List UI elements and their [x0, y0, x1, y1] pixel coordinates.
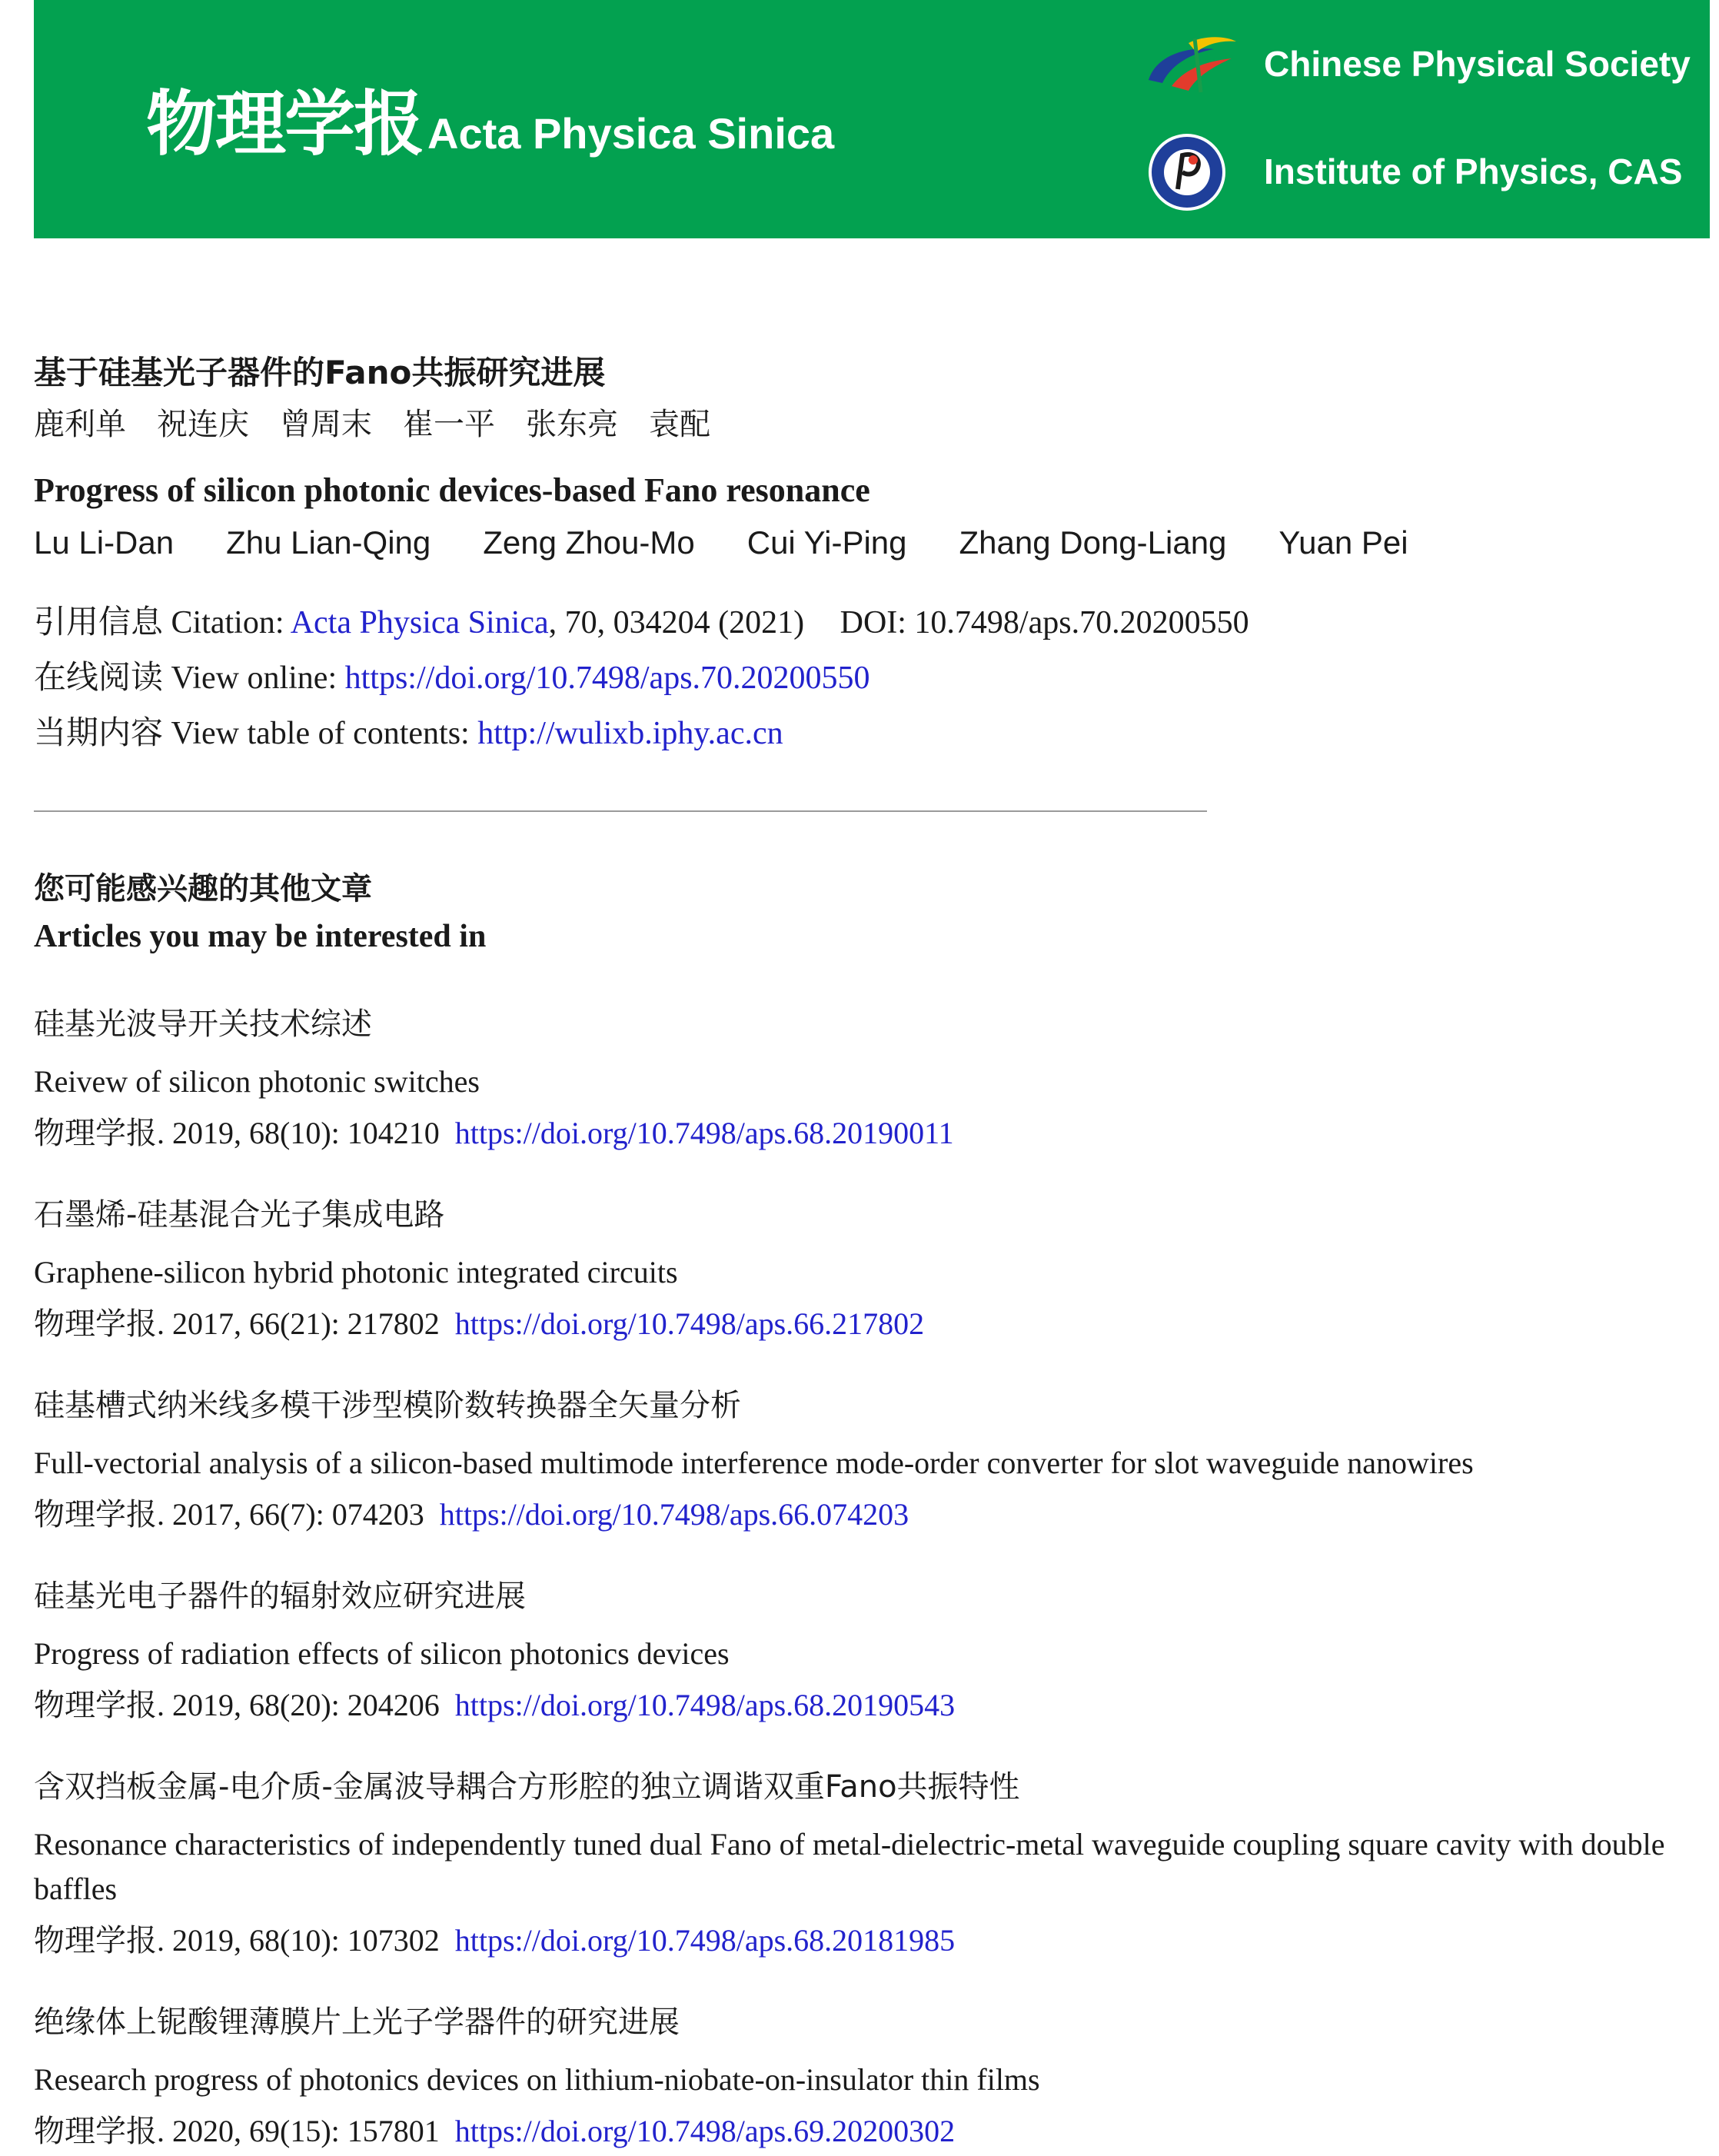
author-cn: 张东亮 — [526, 407, 618, 442]
related-article-title-cn: 硅基光波导开关技术综述 — [34, 1006, 372, 1042]
related-article-journal: 物理学报 — [34, 1497, 157, 1532]
related-article-title-cn: 含双挡板金属-电介质-金属波导耦合方形腔的独立调谐双重Fano共振特性 — [34, 1769, 1020, 1805]
view-online-line — [34, 652, 870, 698]
author-en: Cui Yi-Ping — [746, 524, 907, 561]
related-article-journal: 物理学报 — [34, 2114, 157, 2149]
related-article-title-en: Graphene-silicon hybrid photonic integrated circuits — [34, 1255, 678, 1289]
journal-title-en: Acta Physica Sinica — [427, 109, 835, 158]
related-heading-cn: 您可能感兴趣的其他文章 — [34, 871, 372, 907]
related-article — [34, 1768, 1710, 1959]
related-article-ref: . 2017, 66(7): 074203 — [157, 1497, 424, 1532]
journal-banner — [34, 0, 1710, 238]
citation-details: , 70, 034204 (2021) — [548, 605, 805, 640]
related-article-journal: 物理学报 — [34, 1923, 157, 1958]
related-article-link[interactable]: https://doi.org/10.7498/aps.68.20190543 — [454, 1688, 956, 1722]
related-article-citation — [34, 1115, 1710, 1152]
related-article-link[interactable]: https://doi.org/10.7498/aps.69.20200302 — [454, 2114, 956, 2148]
authors-en — [34, 524, 1461, 561]
related-article — [34, 1006, 1710, 1152]
related-article — [34, 1578, 1710, 1724]
related-article — [34, 2004, 1710, 2150]
divider — [34, 810, 1207, 812]
author-en: Lu Li-Dan — [34, 524, 175, 561]
author-en: Zhang Dong-Liang — [959, 524, 1227, 561]
citation-journal-link[interactable]: Acta Physica Sinica — [290, 605, 549, 640]
related-article-ref: . 2019, 68(20): 204206 — [157, 1688, 440, 1722]
paper-title-en: Progress of silicon photonic devices-based Fano resonance — [34, 471, 870, 509]
org-institute-of-physics: Institute of Physics, CAS — [1264, 151, 1683, 191]
related-article — [34, 1387, 1710, 1533]
related-article-citation — [34, 2113, 1710, 2150]
iop-cas-seal-icon — [1147, 132, 1227, 212]
journal-title — [146, 68, 834, 169]
related-article-title-en: Resonance characteristics of independently tuned dual Fano of metal-dielectric-metal waveguide coupling square cavity with double baffles — [34, 1827, 1665, 1906]
toc-link[interactable]: http://wulixb.iphy.ac.cn — [477, 716, 783, 751]
related-article-citation — [34, 1496, 1710, 1533]
org-chinese-physical-society: Chinese Physical Society — [1264, 44, 1691, 84]
author-cn: 曾周末 — [280, 407, 372, 442]
related-article-title-cn: 硅基光电子器件的辐射效应研究进展 — [34, 1579, 526, 1614]
related-article-link[interactable]: https://doi.org/10.7498/aps.66.217802 — [454, 1306, 925, 1341]
related-article-title-cn: 绝缘体上铌酸锂薄膜片上光子学器件的研究进展 — [34, 2005, 680, 2040]
related-article-citation — [34, 1687, 1710, 1724]
related-article-title-en: Full-vectorial analysis of a silicon-based multimode interference mode-order converter for slot waveguide nanowires — [34, 1446, 1474, 1480]
related-article-citation — [34, 1922, 1710, 1959]
related-article-title-en: Reivew of silicon photonic switches — [34, 1064, 480, 1099]
toc-line — [34, 707, 783, 754]
journal-title-cn: 物理学报 — [146, 83, 424, 165]
related-article — [34, 1196, 1710, 1343]
cps-logo-icon — [1141, 32, 1241, 94]
related-article-link[interactable]: https://doi.org/10.7498/aps.68.20190011 — [454, 1116, 954, 1150]
related-article-title-en: Progress of radiation effects of silicon photonics devices — [34, 1636, 730, 1671]
author-en: Yuan Pei — [1278, 524, 1408, 561]
author-cn: 袁配 — [649, 407, 710, 442]
view-online-link[interactable]: https://doi.org/10.7498/aps.70.20200550 — [344, 660, 870, 696]
related-article-journal: 物理学报 — [34, 1688, 157, 1723]
related-article-link[interactable]: https://doi.org/10.7498/aps.68.20181985 — [454, 1923, 956, 1958]
related-article-citation — [34, 1306, 1710, 1343]
related-article-link[interactable]: https://doi.org/10.7498/aps.66.074203 — [439, 1497, 909, 1532]
related-article-title-cn: 石墨烯-硅基混合光子集成电路 — [34, 1197, 445, 1233]
author-cn: 崔一平 — [403, 407, 495, 442]
authors-cn — [34, 400, 741, 444]
view-online-label-en: View online: — [171, 660, 337, 696]
related-article-ref: . 2019, 68(10): 104210 — [157, 1116, 440, 1150]
toc-label-cn: 当期内容 — [34, 714, 164, 751]
related-article-journal: 物理学报 — [34, 1306, 157, 1342]
citation-line — [34, 597, 1249, 643]
toc-label-en: View table of contents: — [171, 716, 470, 751]
citation-label-cn: 引用信息 — [34, 603, 164, 640]
author-cn: 祝连庆 — [157, 407, 249, 442]
author-en: Zeng Zhou-Mo — [483, 524, 695, 561]
related-heading-en: Articles you may be interested in — [34, 919, 487, 954]
related-article-ref: . 2020, 69(15): 157801 — [157, 2114, 440, 2148]
related-article-title-en: Research progress of photonics devices on lithium-niobate-on-insulator thin films — [34, 2062, 1040, 2097]
citation-label-en: Citation: — [171, 605, 284, 640]
related-article-ref: . 2017, 66(21): 217802 — [157, 1306, 440, 1341]
author-en: Zhu Lian-Qing — [226, 524, 431, 561]
doi-text: DOI: 10.7498/aps.70.20200550 — [840, 605, 1249, 640]
related-article-title-cn: 硅基槽式纳米线多模干涉型模阶数转换器全矢量分析 — [34, 1388, 741, 1423]
related-article-ref: . 2019, 68(10): 107302 — [157, 1923, 440, 1958]
paper-title-cn: 基于硅基光子器件的Fano共振研究进展 — [34, 354, 606, 391]
view-online-label-cn: 在线阅读 — [34, 658, 164, 696]
related-article-journal: 物理学报 — [34, 1116, 157, 1151]
author-cn: 鹿利单 — [34, 407, 126, 442]
